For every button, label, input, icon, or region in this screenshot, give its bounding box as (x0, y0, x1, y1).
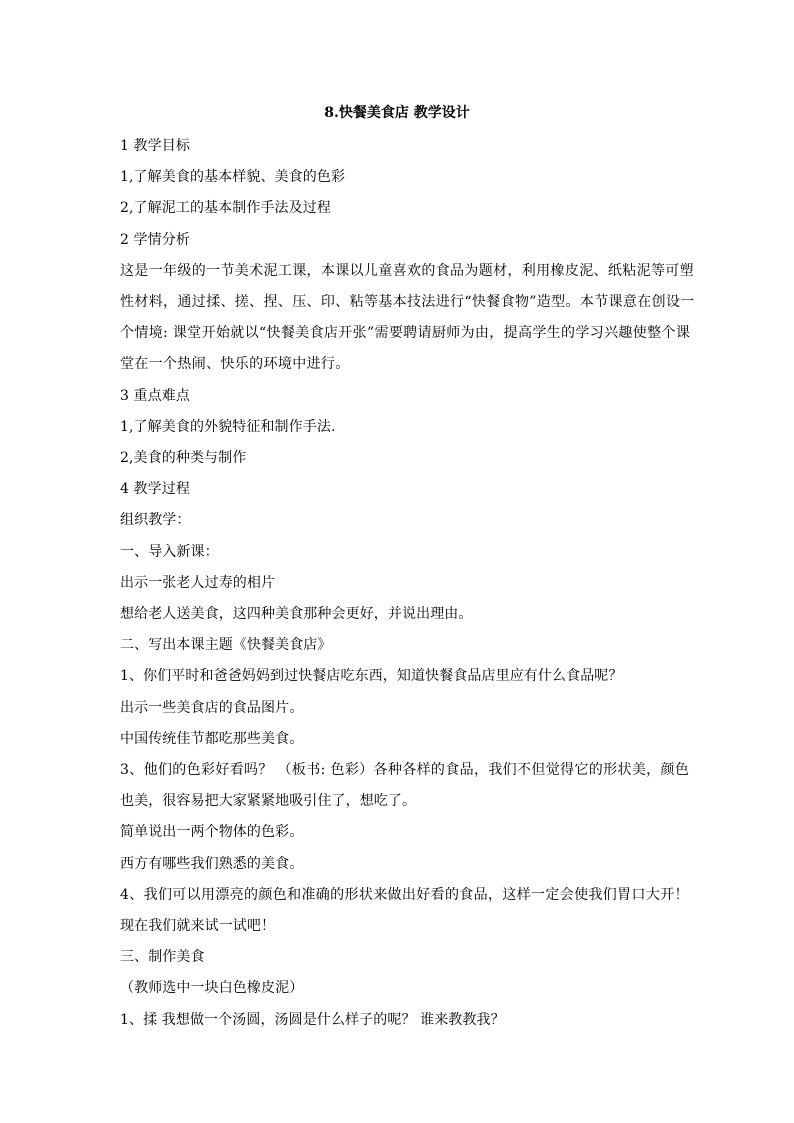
section-heading-key-points: 3 重点难点 (120, 387, 190, 404)
section-heading-process: 4 教学过程 (120, 481, 190, 498)
process-line: 中国传统佳节都吃那些美食。 (120, 730, 304, 747)
process-line: 1、你们平时和爸爸妈妈到过快餐店吃东西，知道快餐食品店里应有什么食品呢？ (120, 668, 623, 685)
process-step-heading: 三、制作美食 (120, 949, 205, 966)
analysis-paragraph-line: 堂在一个热闹、快乐的环境中进行。 (120, 356, 350, 373)
process-line: 出示一张老人过寿的相片 (120, 574, 276, 591)
analysis-paragraph-line: 性材料，通过揉、搓、捏、压、印、粘等基本技法进行“快餐食物”造型。本节课意在创设一 (120, 294, 695, 311)
process-line: 3、他们的色彩好看吗？ （板书: 色彩）各种各样的食品，我们不但觉得它的形状美，颜色 (120, 762, 690, 779)
process-line: 也美，很容易把大家紧紧地吸引住了，想吃了。 (120, 793, 417, 810)
analysis-paragraph-line: 这是一年级的一节美术泥工课，本课以儿童喜欢的食品为题材，利用橡皮泥、纸粘泥等可塑 (120, 262, 694, 279)
process-line: 1、揉 我想做一个汤圆，汤圆是什么样子的呢？ 谁来教教我？ (120, 1011, 505, 1028)
process-line: 组织教学： (120, 512, 191, 529)
process-line: 现在我们就来试一试吧！ (120, 918, 276, 935)
section-heading-analysis: 2 学情分析 (120, 231, 190, 248)
section-heading-objectives: 1 教学目标 (120, 138, 190, 154)
document-title: 8.快餐美食店 教学设计 (324, 105, 470, 121)
analysis-paragraph-line: 个情境: 课堂开始就以“快餐美食店开张”需要聘请厨师为由，提高学生的学习兴趣使整个课 (120, 325, 691, 342)
process-step-heading: 二、写出本课主题《快餐美食店》 (120, 637, 332, 654)
process-step-heading: 一、导入新课： (120, 543, 219, 560)
key-point-item: 2,美食的种类与制作 (120, 450, 247, 467)
process-line: 简单说出一两个物体的色彩。 (120, 824, 304, 841)
process-line: （教师选中一块白色橡皮泥） (120, 980, 304, 997)
process-line: 4、我们可以用漂亮的颜色和准确的形状来做出好看的食品，这样一定会使我们胃口大开！ (120, 886, 689, 903)
document-body (120, 131, 695, 1036)
key-point-item: 1,了解美食的外貌特征和制作手法. (120, 418, 336, 435)
objective-item: 2,了解泥工的基本制作手法及过程 (120, 200, 331, 217)
process-line: 想给老人送美食，这四种美食那种会更好，并说出理由。 (120, 606, 473, 623)
objective-item: 1,了解美食的基本样貌、美食的色彩 (120, 169, 346, 186)
process-line: 出示一些美食店的食品图片。 (120, 699, 304, 716)
process-line: 西方有哪些我们熟悉的美食。 (120, 855, 304, 872)
